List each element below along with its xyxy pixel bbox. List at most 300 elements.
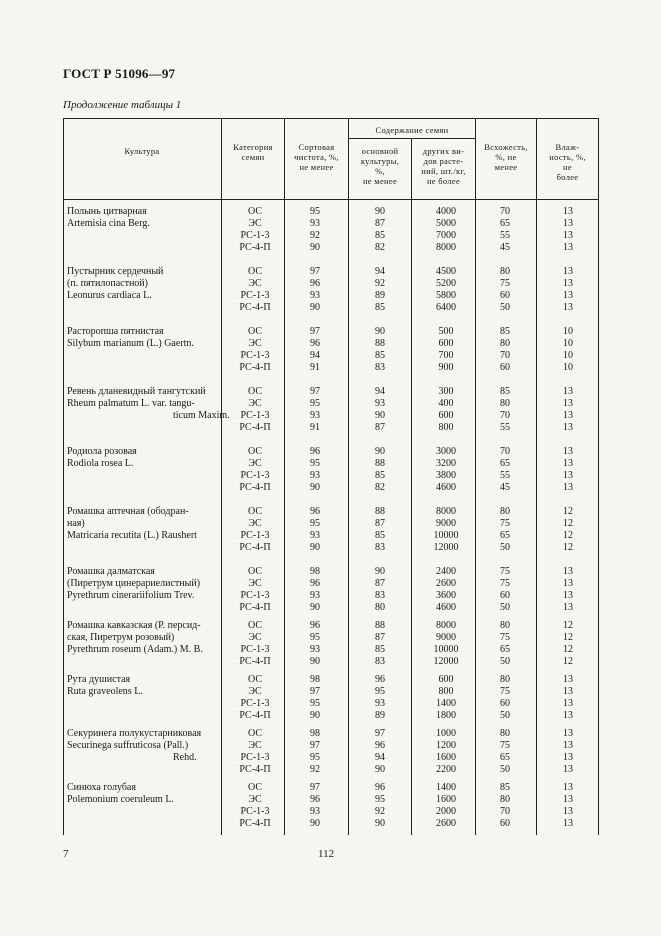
main-crop-cell: 85 [375, 644, 385, 655]
other-species-cell: 500 [438, 326, 454, 337]
table-row [63, 644, 603, 656]
varietal-purity-cell: 98 [310, 674, 320, 685]
varietal-purity-cell: 97 [310, 326, 320, 337]
other-species-cell: 5200 [436, 278, 456, 289]
category-cell: ОС [247, 782, 262, 793]
table-row [63, 764, 603, 776]
moisture-cell: 12 [563, 542, 573, 553]
varietal-purity-cell: 95 [310, 752, 320, 763]
header-varietal-line: не менее [299, 162, 334, 172]
table-row [63, 578, 603, 590]
germination-cell: 85 [500, 782, 510, 793]
category-cell: РС-4-П [239, 482, 271, 493]
category-cell: ЭС [248, 740, 262, 751]
moisture-cell: 13 [563, 278, 573, 289]
main-crop-cell: 95 [375, 794, 385, 805]
other-species-cell: 900 [438, 362, 454, 373]
varietal-purity-cell: 95 [310, 698, 320, 709]
crop-name-cell: (п. пятилопастной) [67, 278, 148, 289]
moisture-cell: 13 [563, 422, 573, 433]
main-crop-cell: 89 [375, 290, 385, 301]
other-species-cell: 3200 [436, 458, 456, 469]
other-species-cell: 8000 [436, 506, 456, 517]
germination-cell: 65 [500, 458, 510, 469]
main-crop-cell: 90 [375, 326, 385, 337]
main-crop-cell: 83 [375, 590, 385, 601]
category-cell: РС-4-П [239, 242, 271, 253]
main-crop-cell: 87 [375, 218, 385, 229]
germination-cell: 45 [500, 482, 510, 493]
category-cell: РС-1-3 [240, 698, 270, 709]
moisture-cell: 13 [563, 806, 573, 817]
other-species-cell: 4500 [436, 266, 456, 277]
other-species-cell: 5000 [436, 218, 456, 229]
moisture-cell: 12 [563, 530, 573, 541]
main-crop-cell: 90 [375, 764, 385, 775]
main-crop-cell: 87 [375, 578, 385, 589]
other-species-cell: 4600 [436, 602, 456, 613]
main-crop-cell: 94 [375, 266, 385, 277]
germination-cell: 75 [500, 740, 510, 751]
crop-name-cell: Ромашка кавказская (P. персид- [67, 620, 201, 631]
crop-name-cell: ская, Пиретрум розовый) [67, 632, 175, 643]
main-crop-cell: 85 [375, 230, 385, 241]
moisture-cell: 13 [563, 302, 573, 313]
varietal-purity-cell: 96 [310, 278, 320, 289]
moisture-cell: 13 [563, 602, 573, 613]
header-category [222, 142, 284, 162]
moisture-cell: 12 [563, 518, 573, 529]
category-cell: ЭС [248, 398, 262, 409]
table-row [63, 740, 603, 752]
header-germination-line: менее [494, 162, 518, 172]
varietal-purity-cell: 93 [310, 218, 320, 229]
main-crop-cell: 96 [375, 782, 385, 793]
category-cell: РС-1-3 [240, 350, 270, 361]
table-row [63, 698, 603, 710]
germination-cell: 50 [500, 764, 510, 775]
germination-cell: 50 [500, 302, 510, 313]
crop-name-cell: Rehd. [173, 752, 197, 763]
germination-cell: 55 [500, 422, 510, 433]
germination-cell: 80 [500, 506, 510, 517]
table-row [63, 470, 603, 482]
varietal-purity-cell: 90 [310, 242, 320, 253]
crop-name-cell: ticum Maxim. [173, 410, 230, 421]
germination-cell: 55 [500, 470, 510, 481]
moisture-cell: 12 [563, 506, 573, 517]
category-cell: ОС [247, 206, 262, 217]
crop-name-cell: Leonurus cardiaca L. [67, 290, 152, 301]
other-species-cell: 1400 [436, 698, 456, 709]
table-top-rule [63, 118, 599, 119]
other-species-cell: 6400 [436, 302, 456, 313]
table-row [63, 482, 603, 494]
crop-name-cell: Секуринега полукустарниковая [67, 728, 202, 739]
header-content-group-label: Содержание семян [375, 125, 449, 135]
header-moisture [537, 142, 598, 182]
main-crop-cell: 92 [375, 278, 385, 289]
germination-cell: 65 [500, 218, 510, 229]
header-crop-label: Культура [124, 146, 160, 156]
varietal-purity-cell: 95 [310, 632, 320, 643]
germination-cell: 80 [500, 398, 510, 409]
other-species-cell: 600 [438, 674, 454, 685]
germination-cell: 70 [500, 350, 510, 361]
varietal-purity-cell: 96 [310, 578, 320, 589]
table-row [63, 446, 603, 458]
main-crop-cell: 90 [375, 206, 385, 217]
category-cell: РС-1-3 [240, 644, 270, 655]
germination-cell: 60 [500, 818, 510, 829]
table-row [63, 422, 603, 434]
crop-name-cell: Pyrethrum roseum (Adam.) M. B. [67, 644, 203, 655]
header-other-species-line: других ви- [422, 146, 465, 156]
table-row [63, 242, 603, 254]
germination-cell: 60 [500, 590, 510, 601]
main-crop-cell: 85 [375, 302, 385, 313]
table-continuation-caption: Продолжение таблицы 1 [63, 99, 182, 111]
germination-cell: 50 [500, 656, 510, 667]
germination-cell: 85 [500, 326, 510, 337]
varietal-purity-cell: 93 [310, 530, 320, 541]
crop-name-cell: Polemonium coeruleum L. [67, 794, 174, 805]
category-cell: ЭС [248, 218, 262, 229]
category-cell: РС-1-3 [240, 410, 270, 421]
other-species-cell: 3600 [436, 590, 456, 601]
category-cell: РС-4-П [239, 602, 271, 613]
main-crop-cell: 82 [375, 482, 385, 493]
main-crop-cell: 90 [375, 566, 385, 577]
category-cell: РС-4-П [239, 422, 271, 433]
other-species-cell: 8000 [436, 620, 456, 631]
germination-cell: 75 [500, 278, 510, 289]
other-species-cell: 12000 [433, 656, 459, 667]
varietal-purity-cell: 96 [310, 446, 320, 457]
varietal-purity-cell: 97 [310, 266, 320, 277]
moisture-cell: 10 [563, 338, 573, 349]
document-title: ГОСТ Р 51096—97 [63, 66, 176, 81]
other-species-cell: 2600 [436, 818, 456, 829]
germination-cell: 70 [500, 206, 510, 217]
main-crop-cell: 89 [375, 710, 385, 721]
category-cell: РС-1-3 [240, 752, 270, 763]
table-row [63, 266, 603, 278]
moisture-cell: 13 [563, 578, 573, 589]
other-species-cell: 7000 [436, 230, 456, 241]
main-crop-cell: 88 [375, 620, 385, 631]
other-species-cell: 300 [438, 386, 454, 397]
table-row [63, 410, 603, 422]
header-other-species-line: не более [426, 176, 461, 186]
other-species-cell: 8000 [436, 242, 456, 253]
main-crop-cell: 87 [375, 422, 385, 433]
table-row [63, 386, 603, 398]
germination-cell: 65 [500, 644, 510, 655]
header-main-crop-line: основной [361, 146, 399, 156]
crop-name-cell: Ромашка далматская [67, 566, 155, 577]
other-species-cell: 12000 [433, 542, 459, 553]
varietal-purity-cell: 93 [310, 590, 320, 601]
germination-cell: 75 [500, 686, 510, 697]
moisture-cell: 10 [563, 350, 573, 361]
moisture-cell: 13 [563, 242, 573, 253]
varietal-purity-cell: 95 [310, 518, 320, 529]
main-crop-cell: 94 [375, 386, 385, 397]
main-crop-cell: 90 [375, 410, 385, 421]
crop-name-cell: Rodiola rosea L. [67, 458, 134, 469]
varietal-purity-cell: 97 [310, 740, 320, 751]
main-crop-cell: 85 [375, 470, 385, 481]
table-row [63, 398, 603, 410]
table-row [63, 530, 603, 542]
moisture-cell: 12 [563, 632, 573, 643]
other-species-cell: 2200 [436, 764, 456, 775]
moisture-cell: 10 [563, 326, 573, 337]
table-row [63, 278, 603, 290]
category-cell: ЭС [248, 686, 262, 697]
category-cell: ОС [247, 620, 262, 631]
varietal-purity-cell: 94 [310, 350, 320, 361]
header-moisture-line: ность, %, [549, 152, 586, 162]
category-cell: РС-4-П [239, 656, 271, 667]
moisture-cell: 13 [563, 470, 573, 481]
table-row [63, 710, 603, 722]
germination-cell: 80 [500, 266, 510, 277]
moisture-cell: 13 [563, 740, 573, 751]
category-cell: РС-1-3 [240, 470, 270, 481]
category-cell: ЭС [248, 632, 262, 643]
moisture-cell: 13 [563, 782, 573, 793]
other-species-cell: 1800 [436, 710, 456, 721]
varietal-purity-cell: 93 [310, 410, 320, 421]
main-crop-cell: 94 [375, 752, 385, 763]
moisture-cell: 10 [563, 362, 573, 373]
table-row [63, 518, 603, 530]
table-row [63, 458, 603, 470]
crop-name-cell: Ромашка аптечная (ободран- [67, 506, 189, 517]
varietal-purity-cell: 95 [310, 206, 320, 217]
moisture-cell: 13 [563, 728, 573, 739]
other-species-cell: 4000 [436, 206, 456, 217]
crop-name-cell: Ruta graveolens L. [67, 686, 143, 697]
header-moisture-line: не [563, 162, 572, 172]
page-number: 112 [318, 848, 335, 860]
other-species-cell: 700 [438, 350, 454, 361]
crop-name-cell: Rheum palmatum L. var. tangu- [67, 398, 195, 409]
other-species-cell: 10000 [433, 530, 459, 541]
other-species-cell: 2000 [436, 806, 456, 817]
table-row [63, 590, 603, 602]
varietal-purity-cell: 93 [310, 470, 320, 481]
table-row [63, 206, 603, 218]
germination-cell: 75 [500, 518, 510, 529]
varietal-purity-cell: 93 [310, 644, 320, 655]
varietal-purity-cell: 90 [310, 710, 320, 721]
main-crop-cell: 96 [375, 674, 385, 685]
category-cell: ОС [247, 386, 262, 397]
header-other-species-line: ний, шт./кг, [421, 166, 466, 176]
main-crop-cell: 93 [375, 698, 385, 709]
category-cell: РС-4-П [239, 818, 271, 829]
other-species-cell: 600 [438, 338, 454, 349]
table-row [63, 338, 603, 350]
main-crop-cell: 87 [375, 632, 385, 643]
main-crop-cell: 90 [375, 446, 385, 457]
varietal-purity-cell: 95 [310, 398, 320, 409]
table-row [63, 290, 603, 302]
varietal-purity-cell: 91 [310, 422, 320, 433]
category-cell: РС-4-П [239, 542, 271, 553]
moisture-cell: 12 [563, 644, 573, 655]
other-species-cell: 800 [438, 686, 454, 697]
main-crop-cell: 83 [375, 656, 385, 667]
moisture-cell: 13 [563, 590, 573, 601]
table-row [63, 728, 603, 740]
header-germination-line: Всхожесть, [484, 142, 528, 152]
moisture-cell: 13 [563, 752, 573, 763]
other-species-cell: 1400 [436, 782, 456, 793]
table-row [63, 350, 603, 362]
header-varietal [285, 142, 348, 172]
varietal-purity-cell: 98 [310, 566, 320, 577]
other-species-cell: 1600 [436, 794, 456, 805]
germination-cell: 75 [500, 578, 510, 589]
category-cell: ОС [247, 446, 262, 457]
other-species-cell: 600 [438, 410, 454, 421]
moisture-cell: 13 [563, 218, 573, 229]
crop-name-cell: Securinega suffruticosa (Pall.) [67, 740, 189, 751]
table-row [63, 656, 603, 668]
other-species-cell: 9000 [436, 518, 456, 529]
category-cell: ЭС [248, 278, 262, 289]
varietal-purity-cell: 97 [310, 782, 320, 793]
moisture-cell: 13 [563, 206, 573, 217]
header-other-species-line: дов расте- [423, 156, 464, 166]
crop-name-cell: (Пиретрум цинерариелистный) [67, 578, 201, 589]
varietal-purity-cell: 96 [310, 506, 320, 517]
germination-cell: 80 [500, 794, 510, 805]
category-cell: РС-4-П [239, 362, 271, 373]
varietal-purity-cell: 95 [310, 458, 320, 469]
table-row [63, 302, 603, 314]
varietal-purity-cell: 93 [310, 290, 320, 301]
varietal-purity-cell: 90 [310, 542, 320, 553]
other-species-cell: 10000 [433, 644, 459, 655]
table-row [63, 818, 603, 830]
germination-cell: 80 [500, 338, 510, 349]
table-row [63, 806, 603, 818]
table-row [63, 602, 603, 614]
germination-cell: 65 [500, 530, 510, 541]
crop-name-cell: Рута душистая [67, 674, 131, 685]
category-cell: РС-1-3 [240, 230, 270, 241]
category-cell: РС-4-П [239, 764, 271, 775]
category-cell: РС-4-П [239, 710, 271, 721]
main-crop-cell: 92 [375, 806, 385, 817]
crop-name-cell: Pyrethrum cinerariifolium Trev. [67, 590, 195, 601]
table-row [63, 782, 603, 794]
germination-cell: 75 [500, 566, 510, 577]
table-row [63, 794, 603, 806]
table-row [63, 620, 603, 632]
other-species-cell: 400 [438, 398, 454, 409]
header-content-group [349, 125, 475, 135]
header-other-species [412, 146, 475, 186]
varietal-purity-cell: 91 [310, 362, 320, 373]
main-crop-cell: 80 [375, 602, 385, 613]
category-cell: ОС [247, 674, 262, 685]
varietal-purity-cell: 96 [310, 620, 320, 631]
germination-cell: 55 [500, 230, 510, 241]
main-crop-cell: 90 [375, 818, 385, 829]
varietal-purity-cell: 90 [310, 656, 320, 667]
moisture-cell: 13 [563, 446, 573, 457]
germination-cell: 65 [500, 752, 510, 763]
germination-cell: 70 [500, 410, 510, 421]
varietal-purity-cell: 90 [310, 302, 320, 313]
varietal-purity-cell: 92 [310, 230, 320, 241]
germination-cell: 85 [500, 386, 510, 397]
header-category-line: Категория [233, 142, 273, 152]
other-species-cell: 1000 [436, 728, 456, 739]
table-row [63, 752, 603, 764]
other-species-cell: 1600 [436, 752, 456, 763]
header-germination [476, 142, 536, 172]
table-row [63, 326, 603, 338]
main-crop-cell: 88 [375, 506, 385, 517]
germination-cell: 50 [500, 602, 510, 613]
category-cell: ОС [247, 326, 262, 337]
crop-name-cell: Полынь цитварная [67, 206, 147, 217]
table-row [63, 362, 603, 374]
category-cell: ЭС [248, 458, 262, 469]
crop-name-cell: ная) [67, 518, 85, 529]
header-moisture-line: более [556, 172, 579, 182]
germination-cell: 80 [500, 620, 510, 631]
table-row [63, 632, 603, 644]
main-crop-cell: 93 [375, 398, 385, 409]
category-cell: ОС [247, 266, 262, 277]
other-species-cell: 2600 [436, 578, 456, 589]
crop-name-cell: Синюха голубая [67, 782, 136, 793]
category-cell: ЭС [248, 794, 262, 805]
header-moisture-line: Влаж- [555, 142, 580, 152]
header-bottom-rule [63, 199, 599, 200]
germination-cell: 60 [500, 362, 510, 373]
varietal-purity-cell: 96 [310, 338, 320, 349]
varietal-purity-cell: 96 [310, 794, 320, 805]
table-row [63, 218, 603, 230]
moisture-cell: 13 [563, 566, 573, 577]
header-main-crop-line: %, [375, 166, 385, 176]
moisture-cell: 13 [563, 458, 573, 469]
moisture-cell: 12 [563, 620, 573, 631]
moisture-cell: 13 [563, 410, 573, 421]
table-row [63, 230, 603, 242]
table-row [63, 686, 603, 698]
main-crop-cell: 85 [375, 350, 385, 361]
varietal-purity-cell: 90 [310, 818, 320, 829]
category-cell: РС-1-3 [240, 590, 270, 601]
germination-cell: 50 [500, 710, 510, 721]
category-cell: РС-1-3 [240, 806, 270, 817]
germination-cell: 70 [500, 806, 510, 817]
category-cell: ОС [247, 728, 262, 739]
main-crop-cell: 83 [375, 362, 385, 373]
table-row [63, 542, 603, 554]
crop-name-cell: Родиола розовая [67, 446, 137, 457]
